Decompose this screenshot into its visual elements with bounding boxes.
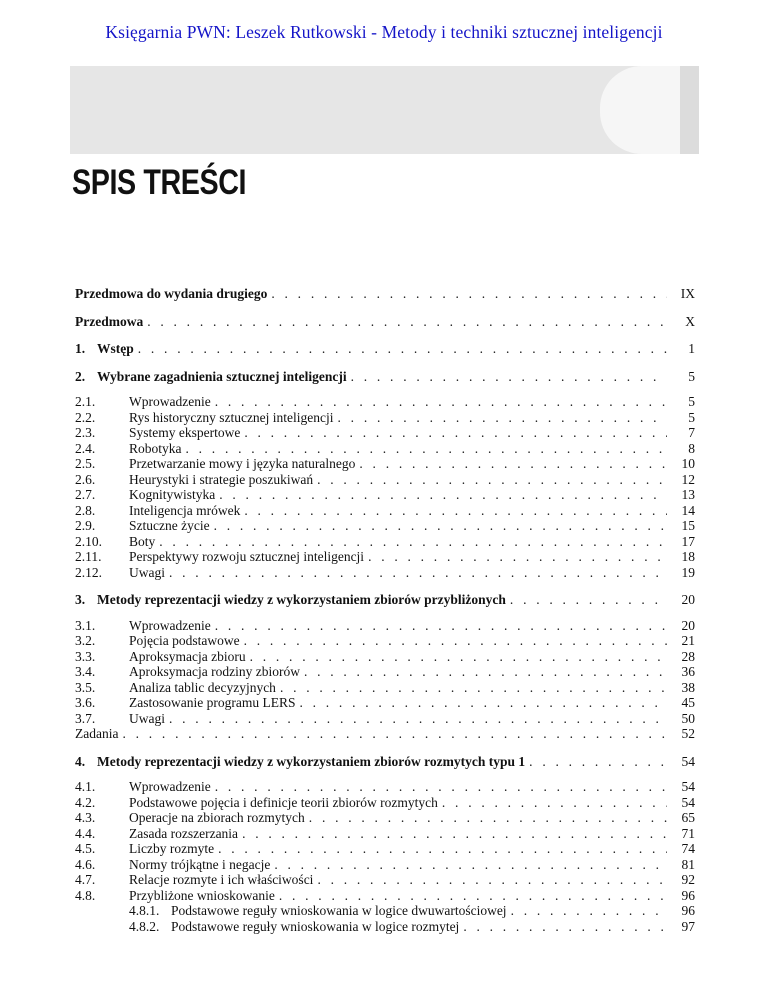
toc-entry-title: Uwagi <box>129 710 165 726</box>
toc-entry-chapter <box>75 369 695 385</box>
toc-entry-section <box>75 410 695 426</box>
toc-entry-title: Liczby rozmyte <box>129 841 215 856</box>
table-of-contents <box>75 286 695 934</box>
toc-entry-section <box>75 711 695 727</box>
toc-entry-title: Zasada rozszerzania <box>129 825 239 841</box>
toc-entry-page: 18 <box>681 549 695 564</box>
toc-entry-page: 19 <box>681 564 695 580</box>
toc-entry-page: 1 <box>688 341 695 356</box>
toc-entry-section <box>75 425 695 441</box>
toc-entry-subsection <box>75 903 695 919</box>
toc-entry-title: Systemy ekspertowe <box>129 425 241 440</box>
toc-entry-page: 5 <box>688 368 695 384</box>
toc-dot-leader <box>511 903 667 919</box>
toc-entry-page: 8 <box>688 440 695 456</box>
toc-dot-leader <box>317 472 667 488</box>
toc-entry-number: 4.8.2. <box>129 918 160 934</box>
toc-entry-number: 4.8. <box>75 887 96 903</box>
toc-dot-leader <box>122 726 667 742</box>
toc-dot-leader <box>271 286 667 302</box>
toc-dot-leader <box>242 826 667 842</box>
toc-entry-section <box>75 518 695 534</box>
toc-entry-page: IX <box>680 286 695 301</box>
toc-entry-number: 4. <box>75 753 86 769</box>
toc-entry-page: 21 <box>681 633 695 648</box>
toc-entry-title: Przybliżone wnioskowanie <box>129 887 275 903</box>
toc-entry-section <box>75 565 695 581</box>
toc-entry-number: 1. <box>75 341 86 356</box>
toc-dot-leader <box>214 518 667 534</box>
toc-entry-number: 2.12. <box>75 564 102 580</box>
toc-entry-page: 71 <box>681 825 695 841</box>
toc-entry-number: 3.7. <box>75 710 96 726</box>
toc-entry-number: 3.1. <box>75 617 96 633</box>
toc-dot-leader <box>359 456 667 472</box>
toc-dot-leader <box>351 369 667 385</box>
toc-entry-title: Przetwarzanie mowy i języka naturalnego <box>129 456 356 471</box>
toc-entry-title: Metody reprezentacji wiedzy z wykorzystaniem zbiorów przybliżonych <box>97 592 506 607</box>
toc-dot-leader <box>244 425 667 441</box>
toc-entry-number: 3.6. <box>75 695 96 710</box>
toc-entry-number: 2.3. <box>75 425 96 440</box>
toc-entry-section <box>75 695 695 711</box>
toc-entry-number: 3.5. <box>75 679 96 695</box>
toc-entry-section <box>75 888 695 904</box>
toc-entry-title: Normy trójkątne i negacje <box>129 856 271 872</box>
banner-tab-decoration <box>600 66 680 154</box>
toc-entry-title: Wprowadzenie <box>129 617 211 633</box>
toc-dot-leader <box>169 711 667 727</box>
toc-dot-leader <box>442 795 667 811</box>
toc-entry-page: 10 <box>681 456 695 471</box>
toc-entry-number: 2.5. <box>75 456 96 471</box>
toc-entry-section <box>75 441 695 457</box>
toc-entry-title: Rys historyczny sztucznej inteligencji <box>129 409 334 425</box>
toc-entry-number: 4.6. <box>75 856 96 872</box>
toc-entry-title: Heurystyki i strategie poszukiwań <box>129 471 314 487</box>
toc-entry-subsection <box>75 919 695 935</box>
toc-entry-title: Pojęcia podstawowe <box>129 633 240 648</box>
toc-entry-page: 38 <box>681 679 695 695</box>
toc-entry-page: 12 <box>681 471 695 487</box>
toc-entry-page: 65 <box>681 810 695 825</box>
toc-entry-title: Podstawowe reguły wnioskowania w logice rozmytej <box>171 918 460 934</box>
toc-entry-title: Uwagi <box>129 564 165 580</box>
toc-entry-title: Relacje rozmyte i ich właściwości <box>129 872 314 887</box>
toc-entry-page: 74 <box>681 841 695 856</box>
toc-entry-title: Wstęp <box>97 341 134 356</box>
toc-entry-title: Perspektywy rozwoju sztucznej inteligencji <box>129 549 365 564</box>
toc-entry-title: Przedmowa <box>75 313 144 329</box>
toc-dot-leader <box>368 549 667 565</box>
toc-dot-leader <box>147 314 667 330</box>
toc-entry-page: 36 <box>681 664 695 679</box>
toc-entry-title: Podstawowe reguły wnioskowania w logice dwuwartościowej <box>171 903 507 918</box>
toc-entry-page: 45 <box>681 695 695 710</box>
toc-entry-section <box>75 726 695 742</box>
toc-entry-title: Przedmowa do wydania drugiego <box>75 286 268 301</box>
toc-entry-page: 5 <box>688 394 695 409</box>
banner-edge-decoration <box>680 66 699 154</box>
toc-entry-page: 17 <box>681 533 695 549</box>
toc-entry-section <box>75 534 695 550</box>
toc-entry-page: 20 <box>681 592 695 607</box>
toc-entry-section <box>75 680 695 696</box>
toc-entry-chapter <box>75 754 695 770</box>
toc-entry-section <box>75 810 695 826</box>
toc-dot-leader <box>159 534 667 550</box>
toc-entry-section <box>75 394 695 410</box>
book-link[interactable]: Księgarnia PWN: Leszek Rutkowski - Metody i techniki sztucznej inteligencji <box>105 22 663 42</box>
toc-entry-section <box>75 795 695 811</box>
toc-entry-section <box>75 472 695 488</box>
toc-entry-section <box>75 872 695 888</box>
toc-dot-leader <box>279 888 667 904</box>
toc-entry-number: 4.5. <box>75 841 96 856</box>
toc-dot-leader <box>186 441 668 457</box>
toc-entry-title: Zastosowanie programu LERS <box>129 695 296 710</box>
toc-entry-number: 2.8. <box>75 502 96 518</box>
toc-entry-page: 14 <box>681 502 695 518</box>
toc-entry-number: 4.7. <box>75 872 96 887</box>
toc-entry-title: Inteligencja mrówek <box>129 502 241 518</box>
toc-dot-leader <box>510 592 667 608</box>
toc-dot-leader <box>304 664 667 680</box>
toc-entry-title: Podstawowe pojęcia i definicje teorii zbiorów rozmytych <box>129 794 438 810</box>
toc-entry-page: 50 <box>681 710 695 726</box>
toc-dot-leader <box>138 341 667 357</box>
toc-entry-chapter <box>75 592 695 608</box>
toc-entry-title: Sztuczne życie <box>129 518 210 533</box>
toc-entry-number: 4.4. <box>75 825 96 841</box>
toc-entry-title: Wprowadzenie <box>129 394 211 409</box>
toc-entry-page: 13 <box>681 487 695 502</box>
toc-entry-section <box>75 456 695 472</box>
toc-entry-number: 2.6. <box>75 471 96 487</box>
toc-dot-leader <box>274 857 667 873</box>
toc-entry-section <box>75 503 695 519</box>
toc-dot-leader <box>215 779 667 795</box>
toc-entry-page: 52 <box>681 726 695 741</box>
toc-entry-page: 7 <box>688 425 695 440</box>
toc-entry-title: Operacje na zbiorach rozmytych <box>129 810 305 825</box>
toc-entry-chapter <box>75 286 695 302</box>
toc-entry-number: 2.1. <box>75 394 96 409</box>
toc-dot-leader <box>219 487 667 503</box>
toc-entry-title: Aproksymacja zbioru <box>129 648 246 664</box>
toc-entry-section <box>75 857 695 873</box>
toc-entry-section <box>75 664 695 680</box>
toc-entry-section <box>75 649 695 665</box>
toc-dot-leader <box>309 810 667 826</box>
toc-entry-title: Wybrane zagadnienia sztucznej inteligencji <box>97 368 347 384</box>
toc-entry-number: 2.2. <box>75 409 96 425</box>
toc-entry-page: 28 <box>681 648 695 664</box>
toc-entry-title: Wprowadzenie <box>129 779 211 794</box>
toc-entry-page: 54 <box>681 794 695 810</box>
toc-entry-number: 3.3. <box>75 648 96 664</box>
toc-entry-number: 4.2. <box>75 794 96 810</box>
toc-entry-page: X <box>685 313 695 329</box>
toc-entry-number: 2.9. <box>75 518 96 533</box>
toc-dot-leader <box>529 754 667 770</box>
toc-entry-page: 92 <box>681 872 695 887</box>
toc-entry-number: 2.7. <box>75 487 96 502</box>
toc-entry-page: 54 <box>681 779 695 794</box>
toc-entry-number: 2.10. <box>75 533 102 549</box>
toc-entry-section <box>75 618 695 634</box>
toc-dot-leader <box>317 872 667 888</box>
toc-dot-leader <box>218 841 667 857</box>
toc-entry-page: 96 <box>681 903 695 918</box>
toc-entry-number: 2.11. <box>75 549 102 564</box>
toc-dot-leader <box>280 680 667 696</box>
toc-dot-leader <box>250 649 667 665</box>
toc-entry-number: 4.1. <box>75 779 96 794</box>
toc-entry-number: 2.4. <box>75 440 96 456</box>
toc-dot-leader <box>169 565 667 581</box>
toc-dot-leader <box>215 394 667 410</box>
toc-entry-page: 5 <box>688 409 695 425</box>
toc-entry-number: 3.4. <box>75 664 96 679</box>
toc-entry-section <box>75 633 695 649</box>
toc-dot-leader <box>338 410 667 426</box>
page-title: SPIS TREŚCI <box>72 163 247 202</box>
toc-entry-page: 20 <box>681 617 695 633</box>
toc-entry-title: Aproksymacja rodziny zbiorów <box>129 664 300 679</box>
toc-dot-leader <box>299 695 667 711</box>
toc-entry-number: 3.2. <box>75 633 96 648</box>
toc-entry-title: Boty <box>129 533 156 549</box>
toc-entry-page: 81 <box>681 856 695 872</box>
toc-entry-title: Metody reprezentacji wiedzy z wykorzystaniem zbiorów rozmytych typu 1 <box>97 753 526 769</box>
toc-dot-leader <box>244 503 667 519</box>
toc-entry-number: 4.3. <box>75 810 96 825</box>
toc-dot-leader <box>463 919 667 935</box>
toc-entry-page: 97 <box>681 918 695 934</box>
toc-entry-page: 96 <box>681 887 695 903</box>
toc-entry-section <box>75 826 695 842</box>
toc-entry-number: 3. <box>75 592 86 607</box>
toc-entry-page: 15 <box>681 518 695 533</box>
toc-entry-title: Robotyka <box>129 440 182 456</box>
toc-entry-number: 4.8.1. <box>129 903 160 918</box>
toc-entry-title: Zadania <box>75 726 119 741</box>
toc-entry-title: Kognitywistyka <box>129 487 216 502</box>
toc-entry-title: Analiza tablic decyzyjnych <box>129 679 276 695</box>
toc-dot-leader <box>215 618 667 634</box>
toc-entry-chapter <box>75 314 695 330</box>
toc-entry-number: 2. <box>75 368 86 384</box>
toc-entry-section <box>75 779 695 795</box>
toc-entry-section <box>75 549 695 565</box>
toc-entry-chapter <box>75 341 695 357</box>
toc-entry-section <box>75 487 695 503</box>
toc-entry-page: 54 <box>681 753 695 769</box>
toc-entry-section <box>75 841 695 857</box>
toc-dot-leader <box>244 633 667 649</box>
